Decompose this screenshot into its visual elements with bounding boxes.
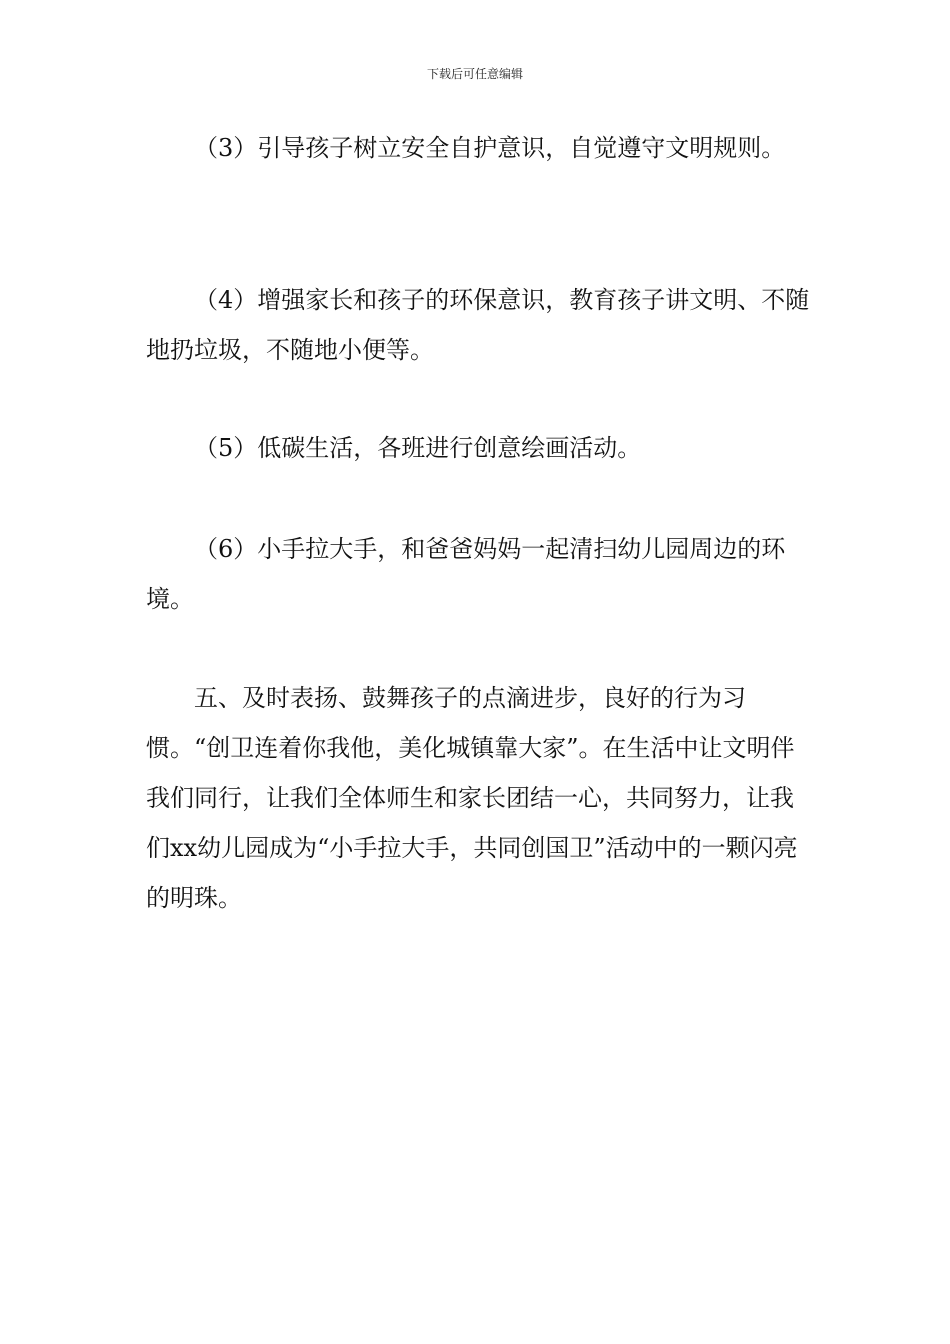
paragraph-item-6: （6）小手拉大手，和爸爸妈妈一起清扫幼儿园周边的环境。	[146, 535, 786, 613]
page-header-note: 下载后可任意编辑	[426, 67, 523, 81]
paragraph-item-3: （3）引导孩子树立安全自护意识，自觉遵守文明规则。	[194, 134, 786, 162]
paragraph-item-5: （5）低碳生活，各班进行创意绘画活动。	[194, 434, 642, 462]
paragraph-section-five: 五、及时表扬、鼓舞孩子的点滴进步，良好的行为习惯。“创卫连着你我他，美化城镇靠大家”。在生活中让文明伴我们同行，让我们全体师生和家长团结一心，共同努力，让我们xx幼儿园成为“小手拉大手，共同创国卫”活动中的一颗闪亮的明珠。	[146, 684, 798, 912]
paragraph-item-4: （4）增强家长和孩子的环保意识，教育孩子讲文明、不随地扔垃圾，不随地小便等。	[146, 286, 810, 364]
